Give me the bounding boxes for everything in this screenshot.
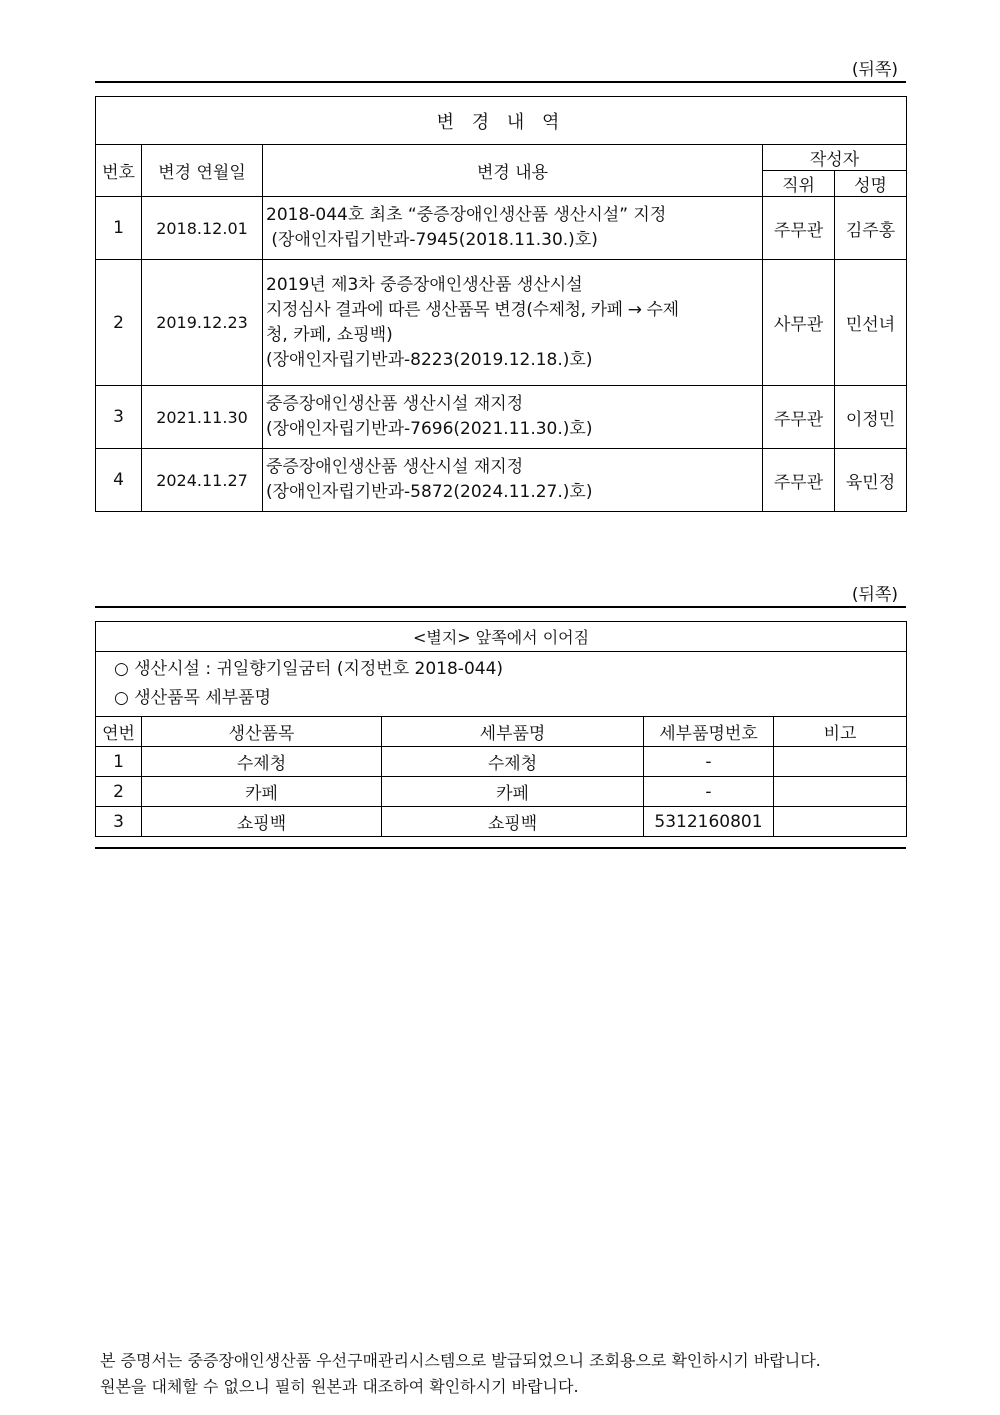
- row-detail: 쇼핑백: [382, 807, 644, 837]
- content-line: 2018-044호 최초 “중증장애인생산품 생산시설” 지정: [266, 205, 667, 225]
- header-product: 생산품목: [142, 717, 382, 747]
- content-line: 2019년 제3차 중증장애인생산품 생산시설: [266, 274, 583, 295]
- row-position: 주무관: [763, 197, 835, 260]
- row-note: [774, 747, 907, 777]
- header-content: 변경 내용: [263, 145, 763, 197]
- row-date: 2018.12.01: [142, 197, 263, 260]
- row-position: 주무관: [763, 386, 835, 449]
- row-date: 2024.11.27: [142, 449, 263, 512]
- items-line: ○ 생산품목 세부품명: [114, 688, 272, 708]
- header-position: 직위: [763, 171, 835, 197]
- row-detail: 수제청: [382, 747, 644, 777]
- header-no: 연번: [96, 717, 142, 747]
- table-row: [96, 747, 907, 777]
- content-line: (장애인자립기반과-7696(2021.11.30.)호): [266, 419, 593, 439]
- row-detail-no: 5312160801: [644, 807, 774, 837]
- row-no: 1: [96, 197, 142, 260]
- row-content: [263, 197, 763, 260]
- header-note: 비고: [774, 717, 907, 747]
- row-no: 1: [96, 747, 142, 777]
- header-date: 변경 연월일: [142, 145, 263, 197]
- top-rule: [95, 81, 906, 83]
- row-content: [263, 386, 763, 449]
- header-detail: 세부품명: [382, 717, 644, 747]
- table-row: [96, 449, 907, 512]
- row-no: 3: [96, 807, 142, 837]
- content-line: 중증장애인생산품 생산시설 재지정: [266, 457, 524, 477]
- row-position: 주무관: [763, 449, 835, 512]
- row-product: 수제청: [142, 747, 382, 777]
- row-note: [774, 807, 907, 837]
- change-history-table: [95, 96, 907, 512]
- row-detail-no: -: [644, 747, 774, 777]
- row-no: 2: [96, 777, 142, 807]
- row-name: 김주홍: [835, 197, 907, 260]
- content-line: (장애인자립기반과-7945(2018.11.30.)호): [266, 230, 598, 250]
- header-detail-no: 세부품명번호: [644, 717, 774, 747]
- table-row: [96, 777, 907, 807]
- row-name: 이정민: [835, 386, 907, 449]
- header-name: 성명: [835, 171, 907, 197]
- content-line: (장애인자립기반과-5872(2024.11.27.)호): [266, 482, 593, 502]
- bottom-rule: [95, 847, 906, 849]
- top-rule: [95, 606, 906, 608]
- change-history-title: 변 경 내 역: [96, 97, 907, 145]
- table-row: [96, 260, 907, 386]
- content-line: 청, 카페, 쇼핑백): [266, 324, 393, 345]
- facility-info: [96, 652, 907, 717]
- page-side-label: (뒤쪽): [851, 585, 898, 605]
- row-name: 민선녀: [835, 260, 907, 386]
- notice-line: 원본을 대체할 수 없으니 필히 원본과 대조하여 확인하시기 바랍니다.: [100, 1377, 579, 1396]
- row-detail-no: -: [644, 777, 774, 807]
- row-position: 사무관: [763, 260, 835, 386]
- table-row: [96, 386, 907, 449]
- content-line: 중증장애인생산품 생산시설 재지정: [266, 394, 524, 414]
- continued-title: <별지> 앞쪽에서 이어짐: [96, 622, 907, 652]
- row-date: 2021.11.30: [142, 386, 263, 449]
- row-content: [263, 260, 763, 386]
- notice-line: 본 증명서는 중증장애인생산품 우선구매관리시스템으로 발급되었으니 조회용으로 확인하시기 바랍니다.: [100, 1351, 821, 1370]
- row-name: 육민정: [835, 449, 907, 512]
- row-detail: 카페: [382, 777, 644, 807]
- row-product: 카페: [142, 777, 382, 807]
- row-no: 3: [96, 386, 142, 449]
- certificate-notice: [100, 1348, 920, 1400]
- content-line: (장애인자립기반과-8223(2019.12.18.)호): [266, 349, 593, 370]
- row-note: [774, 777, 907, 807]
- products-table: [95, 621, 907, 837]
- facility-line: ○ 생산시설 : 귀일향기일굼터 (지정번호 2018-044): [114, 659, 504, 679]
- row-content: [263, 449, 763, 512]
- table-row: [96, 197, 907, 260]
- page-side-label: (뒤쪽): [851, 60, 898, 80]
- header-no: 번호: [96, 145, 142, 197]
- header-author: 작성자: [763, 145, 907, 171]
- table-row: [96, 807, 907, 837]
- row-product: 쇼핑백: [142, 807, 382, 837]
- row-date: 2019.12.23: [142, 260, 263, 386]
- content-line: 지정심사 결과에 따른 생산품목 변경(수제청, 카페 → 수제: [266, 299, 679, 320]
- row-no: 2: [96, 260, 142, 386]
- row-no: 4: [96, 449, 142, 512]
